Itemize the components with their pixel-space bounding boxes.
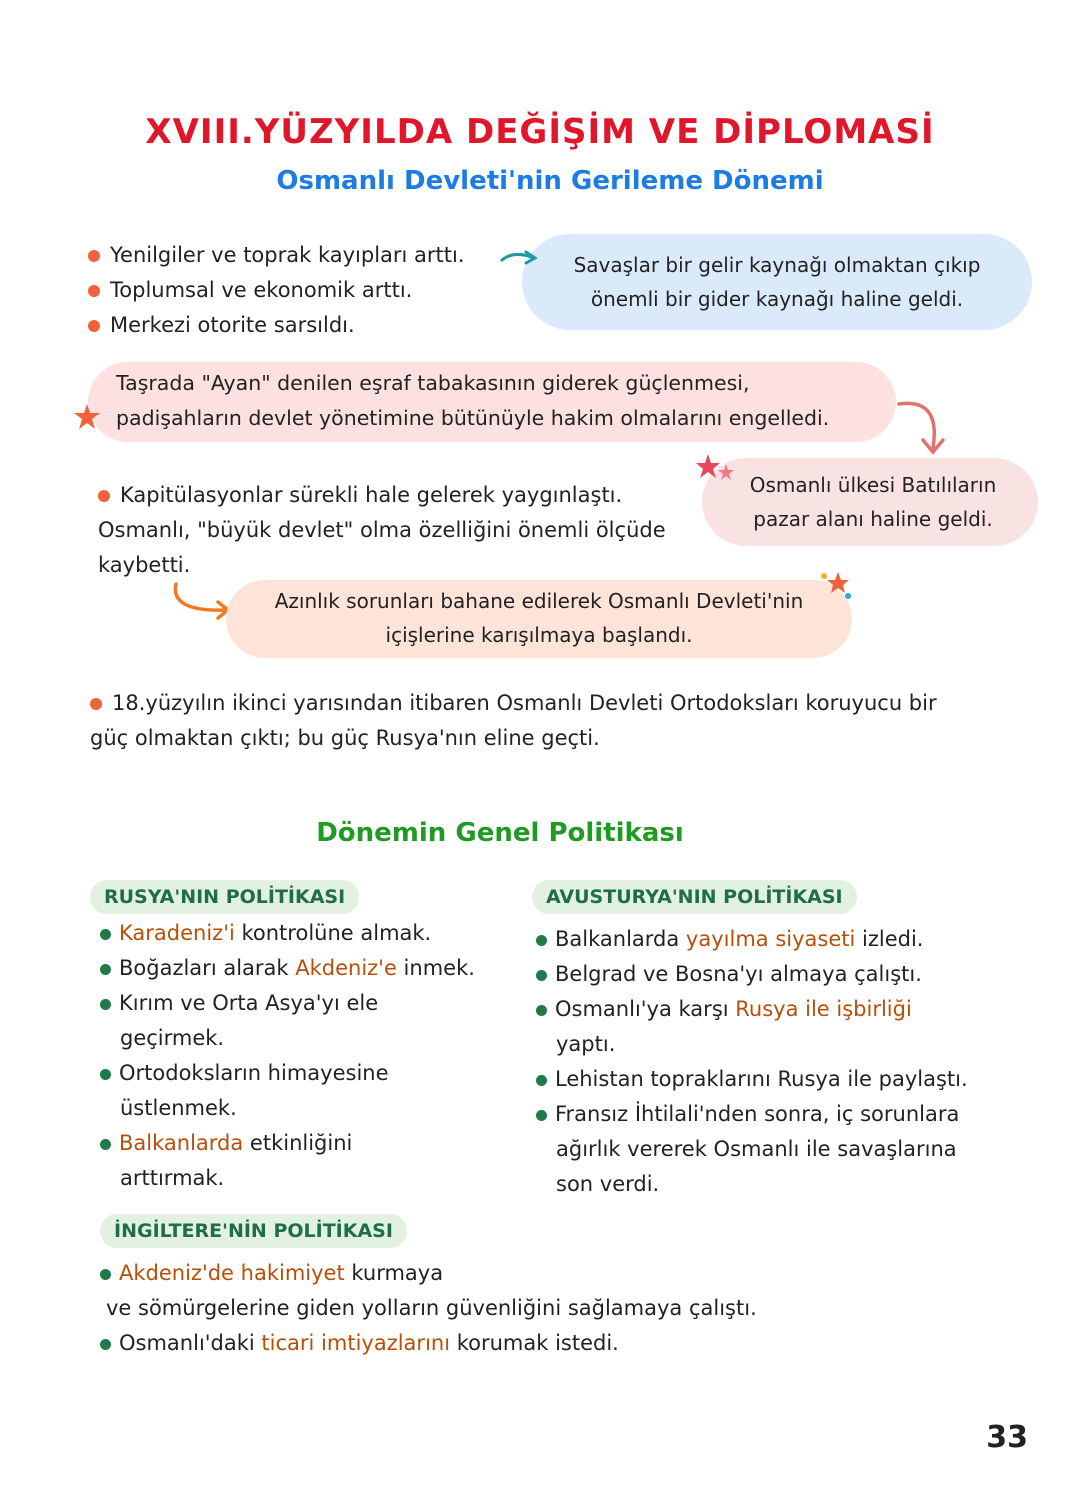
note-text-minority: Azınlık sorunları bahane edilerek Osmanlı Devleti'nin içişlerine karışılmaya başlandı. xyxy=(274,589,804,647)
bullet-icon xyxy=(536,1110,547,1121)
russia-policy-title: RUSYA'NIN POLİTİKASI xyxy=(90,880,359,914)
russia-policy-list: Karadeniz'i kontrolüne almak. Boğazları alarak Akdeniz'e inmek. Kırım ve Orta Asya'yı ele geçirmek. Ortodoksların himayesine üstlenmek. Balkanlarda etkinliğini arttırmak. xyxy=(100,916,520,1196)
bullet-icon xyxy=(100,929,111,940)
list-item: Lehistan topraklarını Rusya ile paylaştı. xyxy=(536,1062,1036,1097)
list-item: Ortodoksların himayesine xyxy=(100,1056,520,1091)
page-title: XVIII.YÜZYILDA DEĞİŞİM VE DİPLOMASİ xyxy=(145,112,935,152)
bullet-icon xyxy=(98,490,110,502)
list-item: Yenilgiler ve toprak kayıpları arttı. xyxy=(88,238,528,273)
arrow-right-icon xyxy=(500,248,540,268)
list-item: Boğazları alarak Akdeniz'e inmek. xyxy=(100,951,520,986)
england-policy-list: Akdeniz'de hakimiyet kurmaya ve sömürgelerine giden yolların güvenliğini sağlamaya çalıştı. Osmanlı'daki ticari imtiyazlarını korumak istedi. xyxy=(100,1256,1000,1361)
star-icon xyxy=(72,402,102,432)
capitulations-text: Kapitülasyonlar sürekli hale gelerek yaygınlaştı. Osmanlı, "büyük devlet" olma özelliğini önemli ölçüde kaybetti. xyxy=(98,483,666,577)
bullet-icon xyxy=(90,698,102,710)
bullet-icon xyxy=(536,970,547,981)
list-item: Osmanlı'ya karşı Rusya ile işbirliği xyxy=(536,992,1036,1027)
list-item: Karadeniz'i kontrolüne almak. xyxy=(100,916,520,951)
bullet-icon xyxy=(100,1339,111,1350)
page-subtitle: Osmanlı Devleti'nin Gerileme Dönemi xyxy=(276,166,824,196)
bullet-icon xyxy=(88,250,100,262)
list-item: Kırım ve Orta Asya'yı ele xyxy=(100,986,520,1021)
england-policy-title: İNGİLTERE'NİN POLİTİKASI xyxy=(100,1214,407,1248)
note-text-expenses: Savaşlar bir gelir kaynağı olmaktan çıkıp önemli bir gider kaynağı haline geldi. xyxy=(573,253,981,311)
bullet-icon xyxy=(536,1075,547,1086)
bullet-icon xyxy=(100,1139,111,1150)
austria-policy-list: Balkanlarda yayılma siyaseti izledi. Belgrad ve Bosna'yı almaya çalıştı. Osmanlı'ya karşı Rusya ile işbirliği yaptı. Lehistan topraklarını Rusya ile paylaştı. Fransız İhtilali'nden sonra, iç sorunlara ağırlık vererek Osmanlı ile savaşlarına son verdi. xyxy=(536,922,1036,1202)
list-item: Balkanlarda etkinliğini xyxy=(100,1126,520,1161)
section-title: Dönemin Genel Politikası xyxy=(316,818,684,848)
stars-icon xyxy=(694,452,742,492)
orthodox-text: 18.yüzyılın ikinci yarısından itibaren Osmanlı Devleti Ortodoksları koruyucu bir güç olmaktan çıktı; bu güç Rusya'nın eline geçti. xyxy=(90,691,937,750)
list-item: Belgrad ve Bosna'yı almaya çalıştı. xyxy=(536,957,1036,992)
sparkle-icon xyxy=(818,570,854,602)
note-text-market: Osmanlı ülkesi Batılıların pazar alanı haline geldi. xyxy=(749,473,997,531)
page-number: 33 xyxy=(986,1420,1028,1455)
austria-policy-title: AVUSTURYA'NIN POLİTİKASI xyxy=(532,880,857,914)
bullet-icon xyxy=(100,1069,111,1080)
bullet-icon xyxy=(100,999,111,1010)
bullet-icon xyxy=(100,964,111,975)
bullet-icon xyxy=(88,285,100,297)
curved-arrow-down-icon xyxy=(895,396,955,466)
list-item: Osmanlı'daki ticari imtiyazlarını korumak istedi. xyxy=(100,1326,1000,1361)
list-item: Akdeniz'de hakimiyet kurmaya xyxy=(100,1256,1000,1291)
list-item: Merkezi otorite sarsıldı. xyxy=(88,308,528,343)
bullet-icon xyxy=(536,935,547,946)
ayan-text: Taşrada "Ayan" denilen eşraf tabakasının giderek güçlenmesi, padişahların devlet yönetimine bütünüyle hakim olmalarını engelledi. xyxy=(116,371,830,430)
intro-bullets xyxy=(88,238,528,343)
bullet-icon xyxy=(536,1005,547,1016)
bullet-icon xyxy=(88,320,100,332)
list-item: Toplumsal ve ekonomik arttı. xyxy=(88,273,528,308)
list-item: Fransız İhtilali'nden sonra, iç sorunlara xyxy=(536,1097,1036,1132)
bullet-icon xyxy=(100,1269,111,1280)
list-item: Balkanlarda yayılma siyaseti izledi. xyxy=(536,922,1036,957)
